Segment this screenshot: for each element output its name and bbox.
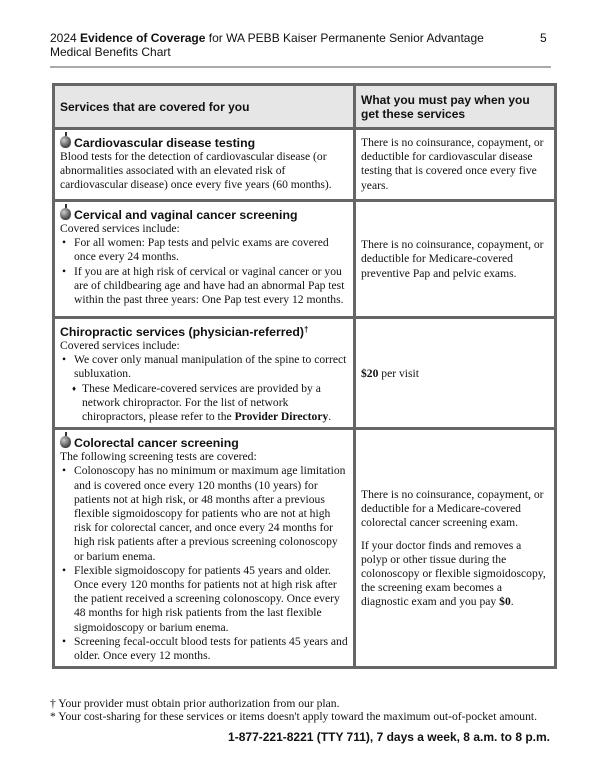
footnote-asterisk: * Your cost-sharing for these services or items doesn't apply toward the maximum out-of-pocket amount. [50,710,537,723]
col-header-services: Services that are covered for you [54,85,355,129]
page-header: 2024 Evidence of Coverage for WA PEBB Kaiser Permanente Senior Advantage Medical Benefits Chart [50,31,484,59]
col-header-cost: What you must pay when you get these services [355,85,556,129]
table-row: Cardiovascular disease testing Blood tests for the detection of cardiovascular disease (or abnormalities associated with an elevated risk of cardiovascular disease) once every five years (60 months). There is no coinsurance, copayment, or deductible for cardiovascular disease testing that is covered once every five years. [54,129,556,201]
apple-icon [60,208,71,220]
provider-directory-ref: Provider Directory [234,410,329,424]
list-item: • For all women: Pap tests and pelvic exams are covered once every 24 months. [74,236,348,264]
header-divider [50,66,551,68]
list-item: ♦ These Medicare-covered services are provided by a network chiropractor. For the list of network chiropractors, please refer to the Provider Directory. [82,382,348,425]
footnote-dagger: † Your provider must obtain prior authorization from our plan. [50,697,340,710]
list-item: • Flexible sigmoidoscopy for patients 45 years and older. Once every 120 months for patients not at high risk after the patient received a screening colonoscopy. Once every 48 months for high risk patients from the last flexible sigmoidoscopy or barium enema. [74,564,348,635]
table-row: Chiropractic services (physician-referred)† Covered services include: • We cover only manual manipulation of the spine to correct subluxation. ♦ These Medicare-covered services are provided by a network chiropractor. For the list of network chiropractors, please refer to the Provider Directory. $20 per visit [54,318,556,429]
benefits-table [52,83,557,669]
apple-icon [60,436,71,448]
apple-icon [60,136,71,148]
table-row: Cervical and vaginal cancer screening Covered services include: • For all women: Pap tests and pelvic exams are covered once every 24 months. • If you are at high risk of cervical or vaginal cancer or you are of childbearing age and have had an abnormal Pap test within the past three years: One Pap test every 12 months. There is no coinsurance, copayment, or deductible for Medicare-covered preventive Pap and pelvic exams. [54,201,556,318]
list-item: • Colonoscopy has no minimum or maximum age limitation and is covered once every 120 months (10 years) for patients not at high risk, or 48 months after a previous flexible sigmoidoscopy for patients who are not at high risk for colorectal cancer, and once every 24 months for high risk patients after a previous screening colonoscopy or barium enema. [74,464,348,563]
list-item: • If you are at high risk of cervical or vaginal cancer or you are of childbearing age and have had an abnormal Pap test within the past three years: One Pap test every 12 months. [74,265,348,308]
phone-contact: 1-877-221-8221 (TTY 711), 7 days a week, 8 a.m. to 8 p.m. [228,730,550,744]
list-item: • We cover only manual manipulation of the spine to correct subluxation. [74,353,348,381]
list-item: • Screening fecal-occult blood tests for patients 45 years and older. Once every 12 months. [74,635,348,663]
page-number: 5 [540,31,547,45]
table-row: Colorectal cancer screening The following screening tests are covered: • Colonoscopy has no minimum or maximum age limitation and is covered once every 120 months (10 years) for patients not at high risk, or 48 months after a previous flexible sigmoidoscopy for patients who are not at high risk for colorectal cancer, and once every 24 months for high risk patients after a previous screening colonoscopy or barium enema. • Flexible sigmoidoscopy for patients 45 years and older. Once every 120 months for patients not at high risk after the patient received a screening colonoscopy. Once every 48 months for high risk patients from the last flexible sigmoidoscopy or barium enema. • Screening fecal-occult blood tests for patients 45 years and older. Once every 12 months. There is no coinsurance, copayment, or deductible for a Medicare-covered colorectal cancer screening exam. If your doctor finds and removes a polyp or other tissue during the colonoscopy or flexible sigmoidoscopy, the screening exam becomes a diagnostic exam and you pay $0. [54,429,556,668]
